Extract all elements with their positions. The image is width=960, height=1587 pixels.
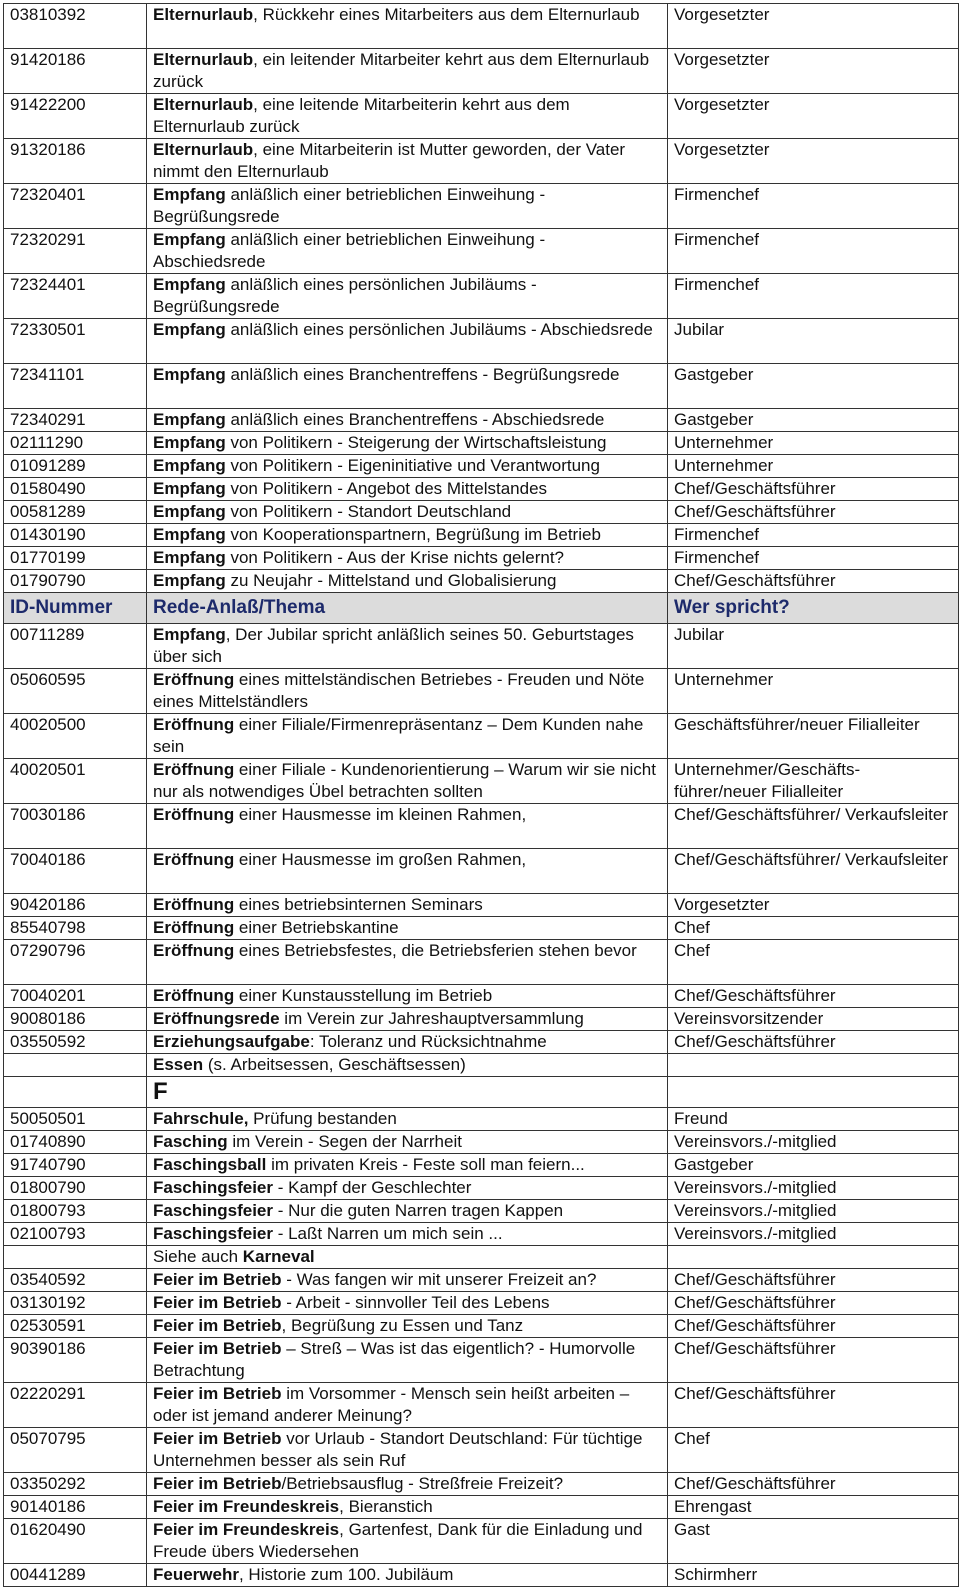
row-who: Chef/Geschäftsführer/ Verkaufsleiter xyxy=(668,849,959,894)
topic-keyword: Elternurlaub xyxy=(153,140,254,159)
row-id: 00441289 xyxy=(4,1564,147,1587)
row-who: Chef/Geschäftsführer xyxy=(668,1473,959,1496)
table-row xyxy=(4,1496,959,1519)
row-topic xyxy=(147,547,668,570)
topic-keyword: Feier im Betrieb xyxy=(153,1474,282,1493)
topic-keyword: Essen xyxy=(153,1055,204,1074)
topic-text: im Vorsommer - Mensch sein heißt arbeiten – oder ist jemand anderer Meinung? xyxy=(153,1384,630,1425)
row-topic xyxy=(147,917,668,940)
topic-text: von Politikern - Aus der Krise nichts gelernt? xyxy=(225,548,565,567)
row-who: Chef/Geschäftsführer xyxy=(668,478,959,501)
row-topic xyxy=(147,1564,668,1587)
row-id: 00711289 xyxy=(4,624,147,669)
row-who: Gastgeber xyxy=(668,364,959,409)
topic-keyword: Erziehungsaufgabe xyxy=(153,1032,310,1051)
topic-keyword: Empfang xyxy=(153,525,226,544)
table-row xyxy=(4,455,959,478)
topic-text: einer Hausmesse im großen Rahmen, xyxy=(234,850,527,869)
topic-text: anläßlich eines persönlichen Jubiläums - Abschiedsrede xyxy=(225,320,653,339)
row-who: Chef/Geschäftsführer xyxy=(668,1383,959,1428)
row-id: 02220291 xyxy=(4,1383,147,1428)
row-who: Firmenchef xyxy=(668,229,959,274)
row-topic xyxy=(147,985,668,1008)
topic-keyword: Feier im Betrieb xyxy=(153,1316,282,1335)
table-row xyxy=(4,1154,959,1177)
table-row xyxy=(4,1246,959,1269)
table-row xyxy=(4,432,959,455)
topic-keyword: Empfang xyxy=(153,230,226,249)
topic-text: : Toleranz und Rücksichtnahme xyxy=(309,1032,547,1051)
row-topic xyxy=(147,1383,668,1428)
row-topic xyxy=(147,714,668,759)
topic-keyword: Eröffnung xyxy=(153,715,235,734)
row-topic xyxy=(147,455,668,478)
row-id: 91422200 xyxy=(4,94,147,139)
row-topic xyxy=(147,940,668,985)
topic-text: , eine leitende Mitarbeiterin kehrt aus dem Elternurlaub zurück xyxy=(153,95,570,136)
row-id: 01740890 xyxy=(4,1131,147,1154)
topic-text: (s. Arbeitsessen, Geschäftsessen) xyxy=(203,1055,466,1074)
table-row xyxy=(4,669,959,714)
row-who: Chef xyxy=(668,917,959,940)
topic-keyword: Empfang xyxy=(153,502,226,521)
row-who: Chef/Geschäftsführer xyxy=(668,1031,959,1054)
row-topic xyxy=(147,1223,668,1246)
row-who: Vereinsvors./-mitglied xyxy=(668,1131,959,1154)
table-row xyxy=(4,1031,959,1054)
row-id: 01800793 xyxy=(4,1200,147,1223)
row-topic xyxy=(147,1428,668,1473)
row-id: 72341101 xyxy=(4,364,147,409)
table-row xyxy=(4,624,959,669)
row-who: Jubilar xyxy=(668,624,959,669)
row-id: 72330501 xyxy=(4,319,147,364)
row-id: 05060595 xyxy=(4,669,147,714)
row-topic xyxy=(147,1131,668,1154)
topic-keyword: Empfang xyxy=(153,433,226,452)
row-id: 01580490 xyxy=(4,478,147,501)
row-id: 72324401 xyxy=(4,274,147,319)
row-who xyxy=(668,1054,959,1077)
topic-keyword: Eröffnung xyxy=(153,986,235,1005)
topic-keyword: Empfang xyxy=(153,275,226,294)
row-topic xyxy=(147,319,668,364)
row-topic xyxy=(147,1338,668,1383)
header-who: Wer spricht? xyxy=(668,593,959,624)
row-id: 02111290 xyxy=(4,432,147,455)
row-topic xyxy=(147,94,668,139)
row-id: 01800790 xyxy=(4,1177,147,1200)
topic-keyword: Feier im Betrieb xyxy=(153,1429,282,1448)
topic-keyword: Empfang xyxy=(153,185,226,204)
topic-text: Prüfung bestanden xyxy=(248,1109,397,1128)
row-id: 70030186 xyxy=(4,804,147,849)
row-id: 01430190 xyxy=(4,524,147,547)
row-id: 01770199 xyxy=(4,547,147,570)
row-id: 91320186 xyxy=(4,139,147,184)
table-row xyxy=(4,501,959,524)
row-id: 72320401 xyxy=(4,184,147,229)
table-row xyxy=(4,1131,959,1154)
topic-text: im Verein - Segen der Narrheit xyxy=(227,1132,462,1151)
table-row xyxy=(4,759,959,804)
row-id: 07290796 xyxy=(4,940,147,985)
row-id: 03810392 xyxy=(4,4,147,49)
topic-prefix: Siehe auch xyxy=(153,1247,243,1266)
topic-keyword: Empfang xyxy=(153,571,226,590)
row-who: Schirmherr xyxy=(668,1564,959,1587)
table-row xyxy=(4,139,959,184)
row-topic xyxy=(147,432,668,455)
topic-text: zu Neujahr - Mittelstand und Globalisierung xyxy=(225,571,557,590)
row-topic xyxy=(147,229,668,274)
row-id: 02530591 xyxy=(4,1315,147,1338)
row-topic xyxy=(147,1108,668,1131)
topic-keyword: Eröffnung xyxy=(153,670,235,689)
table-body xyxy=(4,4,959,1587)
row-who: Firmenchef xyxy=(668,524,959,547)
header-topic: Rede-Anlaß/Thema xyxy=(147,593,668,624)
topic-keyword: Eröffnung xyxy=(153,850,235,869)
topic-text: einer Kunstausstellung im Betrieb xyxy=(234,986,493,1005)
topic-text: einer Hausmesse im kleinen Rahmen, xyxy=(234,805,527,824)
row-who: Gastgeber xyxy=(668,409,959,432)
topic-text: , Begrüßung zu Essen und Tanz xyxy=(281,1316,524,1335)
row-topic xyxy=(147,501,668,524)
table-row xyxy=(4,714,959,759)
row-who: Chef xyxy=(668,940,959,985)
topic-text: von Politikern - Standort Deutschland xyxy=(225,502,512,521)
table-row xyxy=(4,524,959,547)
row-who: Geschäftsführer/neuer Filialleiter xyxy=(668,714,959,759)
topic-text: , Gartenfest, Dank für die Einladung und Freude übers Wiedersehen xyxy=(153,1520,643,1561)
table-row xyxy=(4,1054,959,1077)
row-id: 70040186 xyxy=(4,849,147,894)
row-id: 03350292 xyxy=(4,1473,147,1496)
topic-keyword: Fasching xyxy=(153,1132,228,1151)
row-who: Vorgesetzter xyxy=(668,139,959,184)
table-row xyxy=(4,1200,959,1223)
row-who: Vorgesetzter xyxy=(668,4,959,49)
row-id: 90140186 xyxy=(4,1496,147,1519)
table-row xyxy=(4,229,959,274)
topic-text: eines betriebsinternen Seminars xyxy=(234,895,483,914)
row-topic xyxy=(147,1154,668,1177)
topic-keyword: Feuerwehr xyxy=(153,1565,239,1584)
row-who: Firmenchef xyxy=(668,274,959,319)
topic-text: eines mittelständischen Betriebes - Freuden und Nöte eines Mittelständlers xyxy=(153,670,645,711)
row-topic xyxy=(147,49,668,94)
row-id: 91740790 xyxy=(4,1154,147,1177)
topic-text: einer Betriebskantine xyxy=(234,918,399,937)
topic-keyword: Feier im Betrieb xyxy=(153,1270,282,1289)
row-id: 90080186 xyxy=(4,1008,147,1031)
table-row xyxy=(4,1292,959,1315)
row-who: Vereinsvors./-mitglied xyxy=(668,1177,959,1200)
topic-keyword: Empfang xyxy=(153,548,226,567)
topic-keyword: Empfang xyxy=(153,410,226,429)
topic-keyword: Fahrschule, xyxy=(153,1109,249,1128)
row-who: Vereinsvorsitzender xyxy=(668,1008,959,1031)
row-who xyxy=(668,1246,959,1269)
row-who: Chef/Geschäftsführer xyxy=(668,501,959,524)
row-id: 02100793 xyxy=(4,1223,147,1246)
row-topic xyxy=(147,1008,668,1031)
row-id: 05070795 xyxy=(4,1428,147,1473)
row-topic xyxy=(147,184,668,229)
row-id: 01790790 xyxy=(4,570,147,593)
row-topic xyxy=(147,1200,668,1223)
topic-text: von Politikern - Angebot des Mittelstandes xyxy=(225,479,548,498)
table-row xyxy=(4,409,959,432)
row-who: Gast xyxy=(668,1519,959,1564)
table-row xyxy=(4,1223,959,1246)
table-row xyxy=(4,849,959,894)
row-id: 03130192 xyxy=(4,1292,147,1315)
topic-text: , Rückkehr eines Mitarbeiters aus dem Elternurlaub xyxy=(253,5,640,24)
row-topic xyxy=(147,1315,668,1338)
row-id: 85540798 xyxy=(4,917,147,940)
row-topic xyxy=(147,524,668,547)
topic-text: , eine Mitarbeiterin ist Mutter geworden, der Vater nimmt den Elternurlaub xyxy=(153,140,626,181)
section-letter: F xyxy=(147,1077,668,1108)
row-topic xyxy=(147,139,668,184)
topic-keyword: Faschingsfeier xyxy=(153,1224,273,1243)
row-id: 01091289 xyxy=(4,455,147,478)
table-row xyxy=(4,1177,959,1200)
row-id: 03550592 xyxy=(4,1031,147,1054)
row-id: 50050501 xyxy=(4,1108,147,1131)
topic-keyword: Faschingsfeier xyxy=(153,1201,273,1220)
topic-keyword: Eröffnung xyxy=(153,941,235,960)
row-who: Gastgeber xyxy=(668,1154,959,1177)
topic-keyword: Empfang xyxy=(153,625,226,644)
topic-text: , Der Jubilar spricht anläßlich seines 50. Geburtstages über sich xyxy=(153,625,634,666)
topic-keyword: Empfang xyxy=(153,479,226,498)
row-topic xyxy=(147,849,668,894)
topic-text: vor Urlaub - Standort Deutschland: Für tüchtige Unternehmen besser als sein Ruf xyxy=(153,1429,643,1470)
table-row xyxy=(4,364,959,409)
topic-text: von Politikern - Eigeninitiative und Verantwortung xyxy=(225,456,600,475)
topic-text: – Streß – Was ist das eigentlich? - Humorvolle Betrachtung xyxy=(153,1339,636,1380)
row-who: Freund xyxy=(668,1108,959,1131)
topic-text: im Verein zur Jahreshauptversammlung xyxy=(279,1009,584,1028)
table-row xyxy=(4,1108,959,1131)
header-id: ID-Nummer xyxy=(4,593,147,624)
topic-text: - Laßt Narren um mich sein ... xyxy=(273,1224,503,1243)
table-row xyxy=(4,1519,959,1564)
topic-keyword: Eröffnung xyxy=(153,895,235,914)
table-row xyxy=(4,804,959,849)
topic-text: einer Filiale - Kundenorientierung – Warum wir sie nicht nur als notwendiges Übel betrachten sollten xyxy=(153,760,656,801)
row-who: Unternehmer xyxy=(668,669,959,714)
topic-text: /Betriebsausflug - Streßfreie Freizeit? xyxy=(281,1474,564,1493)
row-id: 90420186 xyxy=(4,894,147,917)
topic-text: - Was fangen wir mit unserer Freizeit an? xyxy=(281,1270,597,1289)
row-who: Firmenchef xyxy=(668,547,959,570)
row-id xyxy=(4,1054,147,1077)
row-topic xyxy=(147,759,668,804)
topic-text: - Arbeit - sinnvoller Teil des Lebens xyxy=(281,1293,550,1312)
row-id: 40020500 xyxy=(4,714,147,759)
topic-text: , ein leitender Mitarbeiter kehrt aus dem Elternurlaub zurück xyxy=(153,50,650,91)
topic-text: anläßlich eines Branchentreffens - Begrüßungsrede xyxy=(225,365,620,384)
topic-keyword: Empfang xyxy=(153,320,226,339)
row-who: Vereinsvors./-mitglied xyxy=(668,1200,959,1223)
table-row xyxy=(4,49,959,94)
topic-keyword: Feier im Betrieb xyxy=(153,1339,282,1358)
topic-keyword: Feier im Betrieb xyxy=(153,1293,282,1312)
row-who: Vereinsvors./-mitglied xyxy=(668,1223,959,1246)
row-who: Jubilar xyxy=(668,319,959,364)
row-topic xyxy=(147,364,668,409)
row-who: Chef/Geschäftsführer xyxy=(668,1292,959,1315)
row-id xyxy=(4,1246,147,1269)
topic-text: anläßlich einer betrieblichen Einweihung - Begrüßungsrede xyxy=(153,185,546,226)
row-topic xyxy=(147,1177,668,1200)
topic-keyword: Faschingsfeier xyxy=(153,1178,273,1197)
row-who: Ehrengast xyxy=(668,1496,959,1519)
topic-keyword: Empfang xyxy=(153,365,226,384)
row-id: 90390186 xyxy=(4,1338,147,1383)
table-row xyxy=(4,1338,959,1383)
topic-text: , Historie zum 100. Jubiläum xyxy=(238,1565,454,1584)
table-row xyxy=(4,1564,959,1587)
row-id: 72340291 xyxy=(4,409,147,432)
table-row xyxy=(4,570,959,593)
row-who: Chef/Geschäftsführer xyxy=(668,1315,959,1338)
topic-keyword: Eröffnungsrede xyxy=(153,1009,280,1028)
row-who: Chef/Geschäftsführer/ Verkaufsleiter xyxy=(668,804,959,849)
topic-text: - Nur die guten Narren tragen Kappen xyxy=(273,1201,564,1220)
row-topic xyxy=(147,1054,668,1077)
row-who: Unternehmer/Geschäfts-führer/neuer Filialleiter xyxy=(668,759,959,804)
row-id xyxy=(4,1077,147,1108)
topic-text: , Bieranstich xyxy=(339,1497,433,1516)
topic-text: von Politikern - Steigerung der Wirtschaftsleistung xyxy=(225,433,607,452)
row-topic xyxy=(147,1246,668,1269)
table-row xyxy=(4,478,959,501)
table-row xyxy=(4,940,959,985)
table-row xyxy=(4,917,959,940)
row-topic xyxy=(147,1031,668,1054)
row-who: Unternehmer xyxy=(668,455,959,478)
table-row xyxy=(4,94,959,139)
row-topic xyxy=(147,1473,668,1496)
row-topic xyxy=(147,570,668,593)
topic-keyword: Elternurlaub xyxy=(153,5,254,24)
row-who: Chef xyxy=(668,1428,959,1473)
row-who: Chef/Geschäftsführer xyxy=(668,985,959,1008)
row-who: Unternehmer xyxy=(668,432,959,455)
topic-keyword: Feier im Freundeskreis xyxy=(153,1520,340,1539)
row-topic xyxy=(147,1269,668,1292)
topic-keyword: Feier im Betrieb xyxy=(153,1384,282,1403)
topic-keyword: Elternurlaub xyxy=(153,95,254,114)
topic-text: von Kooperationspartnern, Begrüßung im Betrieb xyxy=(225,525,601,544)
section-letter-row xyxy=(4,1077,959,1108)
row-topic xyxy=(147,894,668,917)
speech-index-table xyxy=(3,3,959,1587)
topic-text: anläßlich einer betrieblichen Einweihung - Abschiedsrede xyxy=(153,230,546,271)
table-row xyxy=(4,184,959,229)
row-topic xyxy=(147,669,668,714)
topic-text: im privaten Kreis - Feste soll man feiern... xyxy=(266,1155,585,1174)
row-topic xyxy=(147,409,668,432)
row-topic xyxy=(147,478,668,501)
table-row xyxy=(4,1315,959,1338)
table-row xyxy=(4,547,959,570)
row-id: 91420186 xyxy=(4,49,147,94)
topic-text: einer Filiale/Firmenrepräsentanz – Dem Kunden nahe sein xyxy=(153,715,644,756)
topic-keyword: Karneval xyxy=(242,1247,315,1266)
row-id: 72320291 xyxy=(4,229,147,274)
row-who: Firmenchef xyxy=(668,184,959,229)
topic-keyword: Empfang xyxy=(153,456,226,475)
row-id: 70040201 xyxy=(4,985,147,1008)
row-who: Chef/Geschäftsführer xyxy=(668,1269,959,1292)
table-row xyxy=(4,985,959,1008)
topic-text: - Kampf der Geschlechter xyxy=(273,1178,472,1197)
row-topic xyxy=(147,1292,668,1315)
row-topic xyxy=(147,1519,668,1564)
row-id: 40020501 xyxy=(4,759,147,804)
row-who: Vorgesetzter xyxy=(668,894,959,917)
table-row xyxy=(4,4,959,49)
table-row xyxy=(4,1269,959,1292)
row-who: Vorgesetzter xyxy=(668,49,959,94)
topic-text: anläßlich eines Branchentreffens - Abschiedsrede xyxy=(225,410,605,429)
row-topic xyxy=(147,1496,668,1519)
topic-keyword: Eröffnung xyxy=(153,805,235,824)
table-row xyxy=(4,319,959,364)
topic-text: anläßlich eines persönlichen Jubiläums - Begrüßungsrede xyxy=(153,275,537,316)
table-row xyxy=(4,1473,959,1496)
row-id: 01620490 xyxy=(4,1519,147,1564)
topic-keyword: Faschingsball xyxy=(153,1155,267,1174)
topic-keyword: Feier im Freundeskreis xyxy=(153,1497,340,1516)
row-topic xyxy=(147,274,668,319)
row-who: Chef/Geschäftsführer xyxy=(668,570,959,593)
row-who: Vorgesetzter xyxy=(668,94,959,139)
table-row xyxy=(4,274,959,319)
topic-keyword: Eröffnung xyxy=(153,918,235,937)
topic-keyword: Eröffnung xyxy=(153,760,235,779)
column-header-row xyxy=(4,593,959,624)
row-topic xyxy=(147,4,668,49)
row-id: 03540592 xyxy=(4,1269,147,1292)
table-row xyxy=(4,894,959,917)
row-who: Chef/Geschäftsführer xyxy=(668,1338,959,1383)
table-row xyxy=(4,1008,959,1031)
row-who xyxy=(668,1077,959,1108)
topic-keyword: Elternurlaub xyxy=(153,50,254,69)
row-id: 00581289 xyxy=(4,501,147,524)
topic-text: eines Betriebsfestes, die Betriebsferien stehen bevor xyxy=(234,941,637,960)
table-row xyxy=(4,1428,959,1473)
table-row xyxy=(4,1383,959,1428)
row-topic xyxy=(147,624,668,669)
row-topic xyxy=(147,804,668,849)
